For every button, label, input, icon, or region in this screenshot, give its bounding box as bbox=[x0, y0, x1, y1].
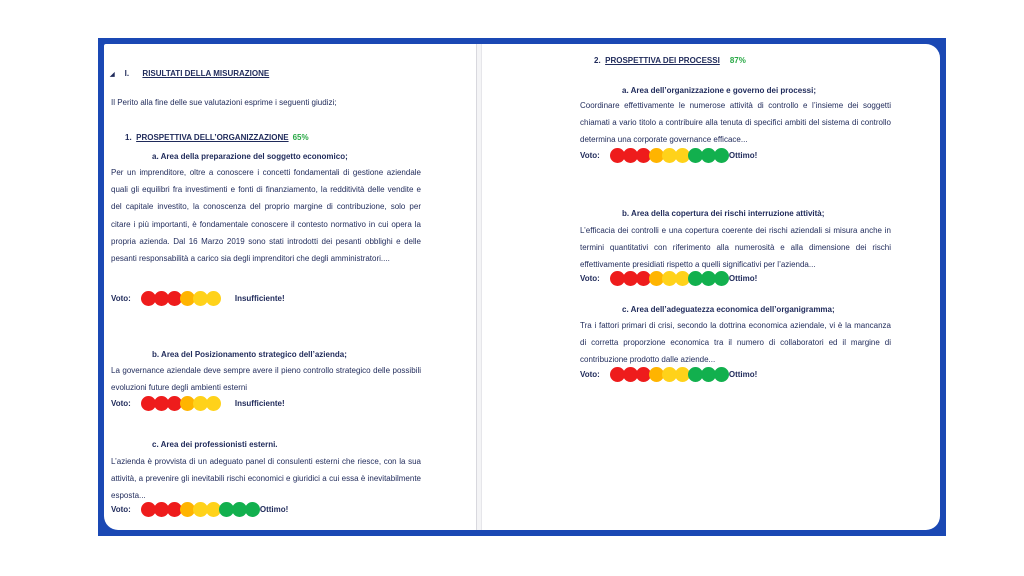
rating-dot-green bbox=[714, 271, 729, 286]
rating-dots bbox=[141, 396, 219, 411]
proc-c-title: c. Area dell’adeguatezza economica dell’organigramma; bbox=[622, 305, 835, 314]
proc-a-title: a. Area dell’organizzazione e governo dei processi; bbox=[622, 86, 816, 95]
org-c-title: c. Area dei professionisti esterni. bbox=[152, 440, 278, 449]
collapse-triangle-icon[interactable]: ◢ bbox=[110, 72, 115, 78]
vote-label: Voto: bbox=[580, 274, 600, 283]
rating-dot-green bbox=[245, 502, 260, 517]
proc-a-text: Coordinare effettivamente le numerose attività di controllo e l’insieme dei soggetti chiamati a vario titolo a contribuire alla tenuta di specifici ambiti del sistema di controllo determina una corporate governance efficace... bbox=[580, 101, 891, 145]
section-heading bbox=[110, 69, 269, 78]
proc-heading bbox=[594, 56, 746, 65]
proc-a-vote bbox=[580, 148, 757, 163]
intro-text: Il Perito alla fine delle sue valutazioni esprime i seguenti giudizi; bbox=[111, 98, 337, 107]
section-number: I. bbox=[124, 69, 130, 78]
org-percent: 65% bbox=[292, 133, 309, 142]
org-title: PROSPETTIVA DELL’ORGANIZZAZIONE bbox=[136, 133, 289, 142]
rating-dots bbox=[610, 271, 727, 286]
org-b-title: b. Area del Posizionamento strategico dell’azienda; bbox=[152, 350, 347, 359]
verdict-text: Ottimo! bbox=[728, 151, 758, 160]
proc-b-vote bbox=[580, 271, 757, 286]
verdict-text: Ottimo! bbox=[259, 505, 289, 514]
verdict-text: Ottimo! bbox=[728, 274, 758, 283]
proc-b-title: b. Area della copertura dei rischi interruzione attività; bbox=[622, 209, 825, 218]
vote-label: Voto: bbox=[580, 370, 600, 379]
org-a-title: a. Area della preparazione del soggetto economico; bbox=[152, 152, 348, 161]
org-b-text: La governance aziendale deve sempre avere il pieno controllo strategico delle possibili evoluzioni future degli ambienti esterni bbox=[111, 366, 421, 393]
rating-dots bbox=[610, 148, 727, 163]
proc-number: 2. bbox=[594, 56, 601, 65]
rating-dots bbox=[610, 367, 727, 382]
org-a-vote bbox=[111, 291, 285, 306]
section-title: RISULTATI DELLA MISURAZIONE bbox=[142, 69, 270, 78]
rating-dot-green bbox=[714, 148, 729, 163]
proc-percent: 87% bbox=[729, 56, 746, 65]
vote-label: Voto: bbox=[111, 399, 131, 408]
proc-b-text: L’efficacia dei controlli e una copertura coerente dei rischi aziendali si misura anche in termini quantitativi con riferimento alla numerosità e alla dimensione dei rischi effettivamente presidiati rispetto a quelli significativi per l’azienda... bbox=[580, 226, 891, 270]
org-c-text: L’azienda è provvista di un adeguato panel di consulenti esterni che riesce, con la sua attività, a prevenire gli inevitabili rischi economici e giuridici a cui essa è inevitabilmente esposta... bbox=[111, 457, 421, 501]
rating-dot-yellow bbox=[206, 396, 221, 411]
org-heading bbox=[125, 133, 309, 142]
verdict-text: Insufficiente! bbox=[234, 399, 285, 408]
org-c-vote bbox=[111, 502, 288, 517]
proc-title: PROSPETTIVA DEI PROCESSI bbox=[605, 56, 720, 65]
proc-c-text: Tra i fattori primari di crisi, secondo la dottrina economica aziendale, vi è la mancanza di corretta proporzione economica tra il numero di collaboratori ed il margine di contribuzione prodotto dalle aziende... bbox=[580, 321, 891, 365]
rating-dot-yellow bbox=[206, 291, 221, 306]
rating-dots bbox=[141, 502, 258, 517]
org-number: 1. bbox=[125, 133, 132, 142]
verdict-text: Insufficiente! bbox=[234, 294, 285, 303]
vote-label: Voto: bbox=[111, 505, 131, 514]
verdict-text: Ottimo! bbox=[728, 370, 758, 379]
vote-label: Voto: bbox=[111, 294, 131, 303]
proc-c-vote bbox=[580, 367, 757, 382]
rating-dot-green bbox=[714, 367, 729, 382]
rating-dots bbox=[141, 291, 219, 306]
org-a-text: Per un imprenditore, oltre a conoscere i concetti fondamentali di gestione aziendale quali gli equilibri fra investimenti e fonti di finanziamento, la redditività delle vendite e del capitale investito, la conoscenza del proprio margine di contribuzione, solo per citare i più importanti, è fondamentale conoscere il contesto normativo in cui opera la propria azienda. Dal 16 Marzo 2019 sono stati introdotti dei pesanti obblighi e delle pesanti responsabilità a carico sia degli imprenditori che degli amministratori.... bbox=[111, 168, 421, 264]
org-b-vote bbox=[111, 396, 285, 411]
vote-label: Voto: bbox=[580, 151, 600, 160]
